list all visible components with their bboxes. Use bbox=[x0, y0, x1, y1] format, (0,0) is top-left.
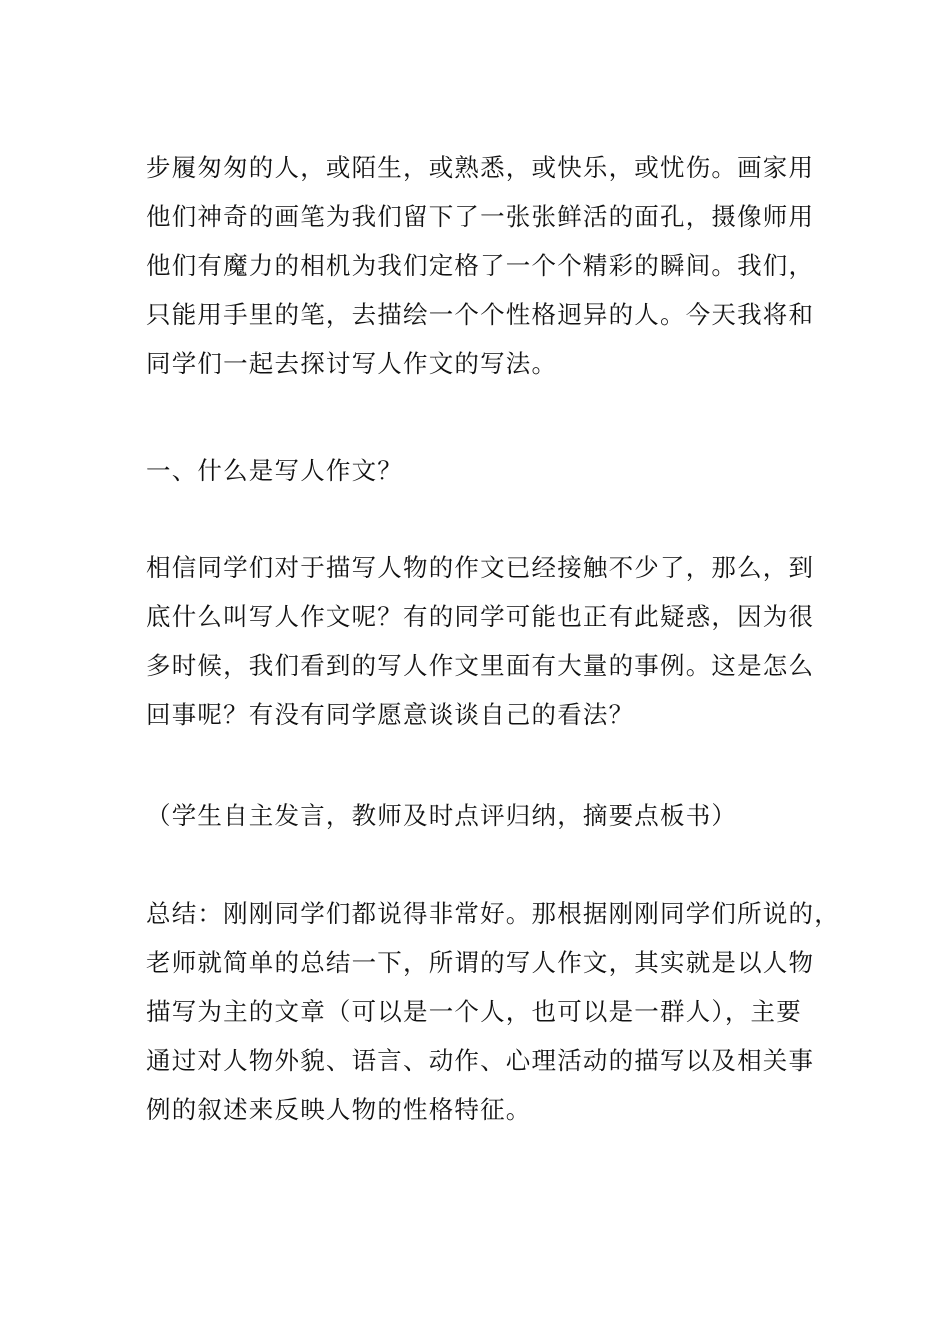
summary-line: 总结：刚刚同学们都说得非常好。那根据刚刚同学们所说的， bbox=[146, 899, 840, 928]
teacher-note bbox=[146, 791, 811, 840]
summary-paragraph bbox=[146, 889, 840, 1134]
section-heading bbox=[146, 446, 811, 495]
intro-paragraph bbox=[146, 143, 815, 388]
question-line: 相信同学们对于描写人物的作文已经接触不少了，那么，到 bbox=[146, 553, 815, 582]
intro-line: 同学们一起去探讨写人作文的写法。 bbox=[146, 349, 558, 378]
summary-line: 通过对人物外貌、语言、动作、心理活动的描写以及相关事 bbox=[146, 1046, 815, 1075]
summary-line: 例的叙述来反映人物的性格特征。 bbox=[146, 1095, 532, 1124]
intro-line: 只能用手里的笔，去描绘一个个性格迥异的人。今天我将和 bbox=[146, 300, 815, 329]
intro-line: 他们有魔力的相机为我们定格了一个个精彩的瞬间。我们， bbox=[146, 251, 815, 280]
section-heading-text: 一、什么是写人作文？ bbox=[146, 456, 403, 485]
intro-line: 他们神奇的画笔为我们留下了一张张鲜活的面孔，摄像师用 bbox=[146, 202, 815, 231]
intro-line: 步履匆匆的人，或陌生，或熟悉，或快乐，或忧伤。画家用 bbox=[146, 153, 815, 182]
question-line: 底什么叫写人作文呢？有的同学可能也正有此疑惑，因为很 bbox=[146, 602, 815, 631]
summary-line: 描写为主的文章（可以是一个人，也可以是一群人），主要 bbox=[146, 997, 802, 1026]
question-line: 回事呢？有没有同学愿意谈谈自己的看法？ bbox=[146, 700, 635, 729]
teacher-note-text: （学生自主发言，教师及时点评归纳，摘要点板书） bbox=[146, 801, 738, 830]
question-paragraph bbox=[146, 543, 815, 739]
question-line: 多时候，我们看到的写人作文里面有大量的事例。这是怎么 bbox=[146, 651, 815, 680]
summary-line: 老师就简单的总结一下，所谓的写人作文，其实就是以人物 bbox=[146, 948, 815, 977]
